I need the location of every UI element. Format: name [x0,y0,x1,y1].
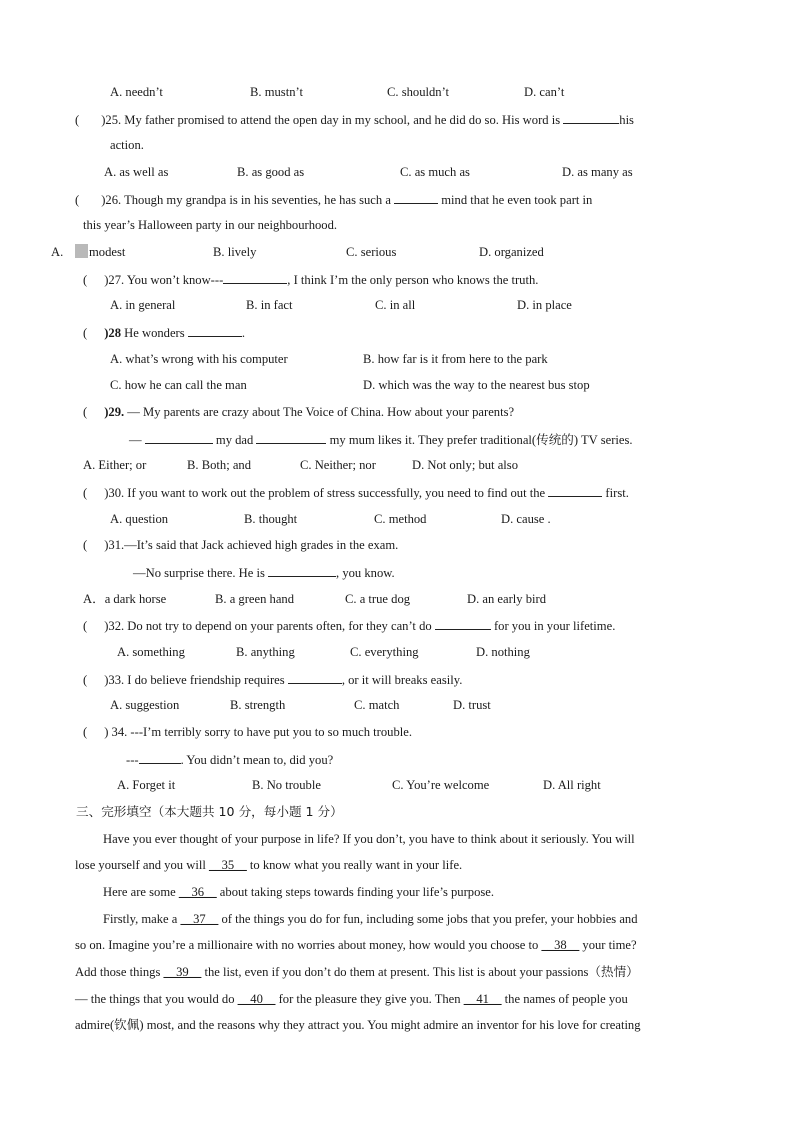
q32-blank [435,617,491,630]
passage-line-7 [75,991,628,1007]
q24-option-d: D. can’t [524,85,565,99]
blank-35: __35__ [208,858,247,872]
q26-stem-text: 26. Though my grandpa is in his seventies, he has such a [105,193,395,207]
q30-paren: ( [83,486,88,500]
q34-stem [83,724,412,740]
passage-line-5 [75,937,637,953]
q25-paren: ( [75,113,80,127]
q28-blank [188,324,242,337]
q24-option-a: A. needn’t [110,85,163,99]
q29-option-c: C. Neither; nor [300,458,376,472]
q29-reply-mid2: my mum likes it. They prefer traditional(传统的) TV series. [326,433,633,447]
q29-option-d: D. Not only; but also [412,458,518,472]
blank-37: __37__ [180,912,219,926]
q26-option-a-prefix: A. [51,245,64,259]
q34-option-b: B. No trouble [252,778,321,792]
q28-number: )28 [104,326,121,340]
passage-text: for the pleasure they give you. Then [275,992,464,1006]
q33-option-a: A. suggestion [110,698,180,712]
q32-stem-after: for you in your lifetime. [490,619,616,633]
q32-option-d: D. nothing [476,645,530,659]
q34-blank [139,751,181,764]
q31-option-a: A．a dark horse [83,592,167,606]
q31-reply-text: —No surprise there. He is [133,566,269,580]
q30-stem-text: )30. If you want to work out the problem of stress successfully, you need to find out the [104,486,549,500]
q26-option-c: C. serious [346,245,397,259]
passage-text: lose yourself and you will [75,858,209,872]
q25-stem-text: 25. My father promised to attend the open day in my school, and he did do so. His word is [105,113,564,127]
q29-option-a: A. Either; or [83,458,147,472]
q33-stem [83,671,462,688]
blank-40: __40__ [237,992,276,1006]
q32-paren: ( [83,619,88,633]
q31-option-b: B. a green hand [215,592,295,606]
q28-option-b: B. how far is it from here to the park [363,352,548,366]
q29-reply [129,431,633,448]
q34-reply-prefix: --- [126,753,139,767]
q29-option-b: B. Both; and [187,458,252,472]
q28-stem [83,324,245,341]
passage-text: Here are some [103,885,179,899]
q33-option-b: B. strength [230,698,286,712]
q31-option-c: C. a true dog [345,592,411,606]
q28-stem-after: . [241,326,245,340]
q33-stem-text: )33. I do believe friendship requires [104,673,288,687]
q27-option-b: B. in fact [246,298,293,312]
q24-option-b: B. mustn’t [250,85,303,99]
q29-blank-1 [145,431,213,444]
q26-stem-line2: this year’s Halloween party in our neighbourhood. [83,218,338,232]
q34-option-a: A. Forget it [117,778,176,792]
q25-option-b: B. as good as [237,165,305,179]
q26-option-d: D. organized [479,245,544,259]
q30-stem [83,484,629,501]
q25-option-a: A. as well as [104,165,169,179]
q30-option-b: B. thought [244,512,298,526]
passage-text: of the things you do for fun, including some jobs that you prefer, your hobbies and [218,912,638,926]
passage-line-2 [75,857,462,873]
q32-stem-text: )32. Do not try to depend on your parents often, for they can’t do [104,619,435,633]
q31-stem-text: )31.—It’s said that Jack achieved high grades in the exam. [104,538,399,552]
q33-option-d: D. trust [453,698,491,712]
q33-stem-after: , or it will breaks easily. [341,673,463,687]
passage-text: Add those things [75,965,164,979]
q26-stem [75,191,592,208]
q25-blank [563,111,619,124]
q32-option-a: A. something [117,645,185,659]
q30-option-a: A. question [110,512,169,526]
q25-stem-after: his [619,113,634,127]
q28-option-c: C. how he can call the man [110,378,247,392]
q26-option-a [75,244,125,260]
q26-paren-close: ) [101,193,106,207]
q31-reply [133,564,395,581]
q29-reply-mid1: my dad [212,433,257,447]
q28-paren: ( [83,326,88,340]
q32-option-c: C. everything [350,645,419,659]
q32-option-b: B. anything [236,645,295,659]
q30-blank [548,484,602,497]
q29-stem-text: — My parents are crazy about The Voice of China. How about your parents? [124,405,515,419]
q34-option-c: C. You’re welcome [392,778,490,792]
section-3-heading: 三、完形填空（本大题共 10 分，每小题 1 分） [76,804,343,819]
gray-highlight-box [75,244,88,258]
q27-paren: ( [83,273,88,287]
q33-paren: ( [83,673,88,687]
q27-option-c: C. in all [375,298,416,312]
passage-text: Firstly, make a [103,912,181,926]
q27-stem-after: , I think I’m the only person who knows the truth. [287,273,539,287]
q26-blank [394,191,438,204]
q27-option-a: A. in general [110,298,176,312]
q29-blank-2 [256,431,326,444]
q31-option-d: D. an early bird [467,592,547,606]
q30-option-d: D. cause . [501,512,551,526]
q27-stem [83,271,538,288]
q26-stem-after: mind that he even took part in [438,193,593,207]
passage-line-6 [75,964,639,980]
blank-36: __36__ [178,885,217,899]
blank-39: __39__ [163,965,202,979]
passage-line-8: admire(钦佩) most, and the reasons why they attract you. You might admire an inventor for his love for creating [75,1018,641,1032]
q24-option-c: C. shouldn’t [387,85,450,99]
q30-option-c: C. method [374,512,427,526]
q28-option-a: A. what’s wrong with his computer [110,352,288,366]
passage-text: so on. Imagine you’re a millionaire with no worries about money, how would you choose to [75,938,542,952]
q25-stem [75,111,634,128]
q25-stem-line2: action. [110,138,144,152]
q25-option-d: D. as many as [562,165,633,179]
q26-option-b: B. lively [213,245,257,259]
q31-stem [83,537,398,553]
blank-38: __38__ [541,938,580,952]
q28-option-d: D. which was the way to the nearest bus stop [363,378,590,392]
q33-blank [288,671,342,684]
q31-paren: ( [83,538,88,552]
q28-stem-text: He wonders [121,326,188,340]
passage-line-4 [103,911,638,927]
q30-stem-after: first. [602,486,629,500]
q34-paren: ( [83,725,88,739]
passage-text: about taking steps towards finding your life’s purpose. [216,885,495,899]
passage-line-3 [103,884,494,900]
q32-stem [83,617,615,634]
q34-reply [126,751,333,768]
passage-text: your time? [579,938,637,952]
passage-text: to know what you really want in your life. [246,858,463,872]
q25-paren-close: ) [101,113,106,127]
q33-option-c: C. match [354,698,400,712]
q31-blank [268,564,336,577]
q27-stem-text: )27. You won’t know--- [104,273,224,287]
q29-number: )29. [104,405,125,419]
q26-paren: ( [75,193,80,207]
passage-text: the names of people you [501,992,628,1006]
q29-paren: ( [83,405,88,419]
blank-41: __41__ [463,992,502,1006]
q27-blank [223,271,287,284]
q34-reply-after: . You didn’t mean to, did you? [180,753,334,767]
q27-option-d: D. in place [517,298,572,312]
passage-line-1: Have you ever thought of your purpose in life? If you don’t, you have to think about it seriously. You will [103,832,635,846]
q34-stem-text: ) 34. ---I’m terribly sorry to have put you to so much trouble. [104,725,412,739]
q26-option-a-text: modest [89,245,126,259]
passage-text: — the things that you would do [75,992,238,1006]
q34-option-d: D. All right [543,778,601,792]
q31-reply-after: , you know. [336,566,395,580]
q25-option-c: C. as much as [400,165,470,179]
q29-reply-prefix: — [129,433,145,447]
q29-stem [83,404,514,420]
passage-text: the list, even if you don’t do them at present. This list is about your passions（热情） [201,965,639,979]
